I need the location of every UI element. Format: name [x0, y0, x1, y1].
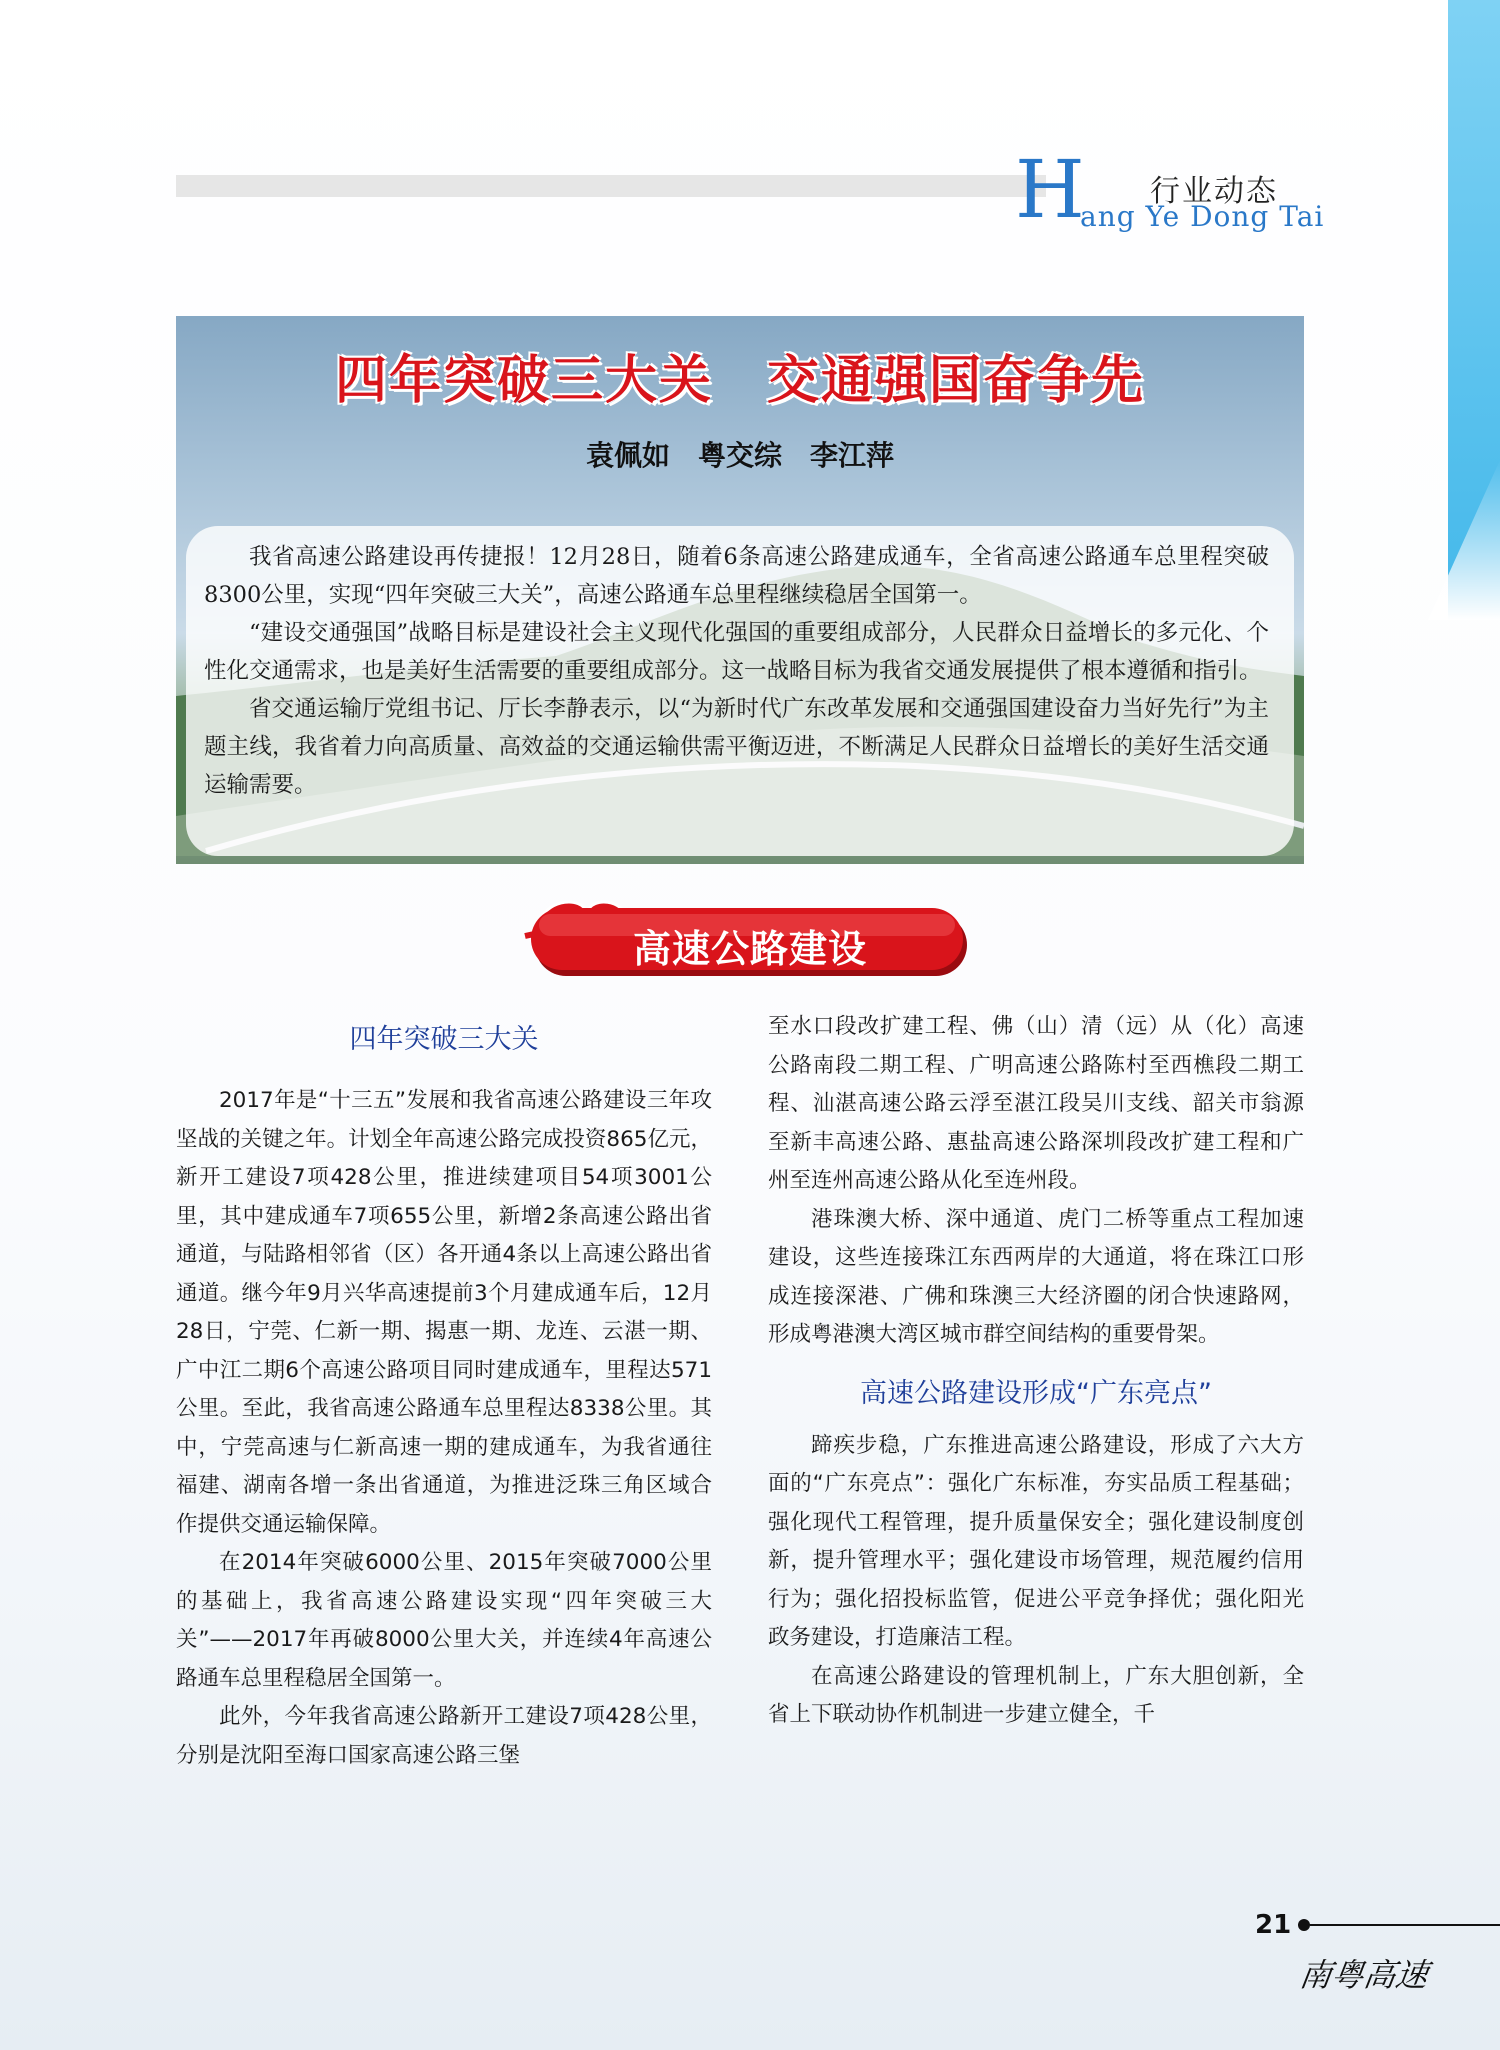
article-authors: 袁佩如 粤交综 李江萍 [585, 439, 894, 472]
article-title: 四年突破三大关 交通强国奋争先 [334, 351, 1145, 411]
subheading: 高速公路建设形成“广东亮点” [860, 1377, 1212, 1409]
section-title-cn: 行业动态 [1150, 174, 1278, 209]
left-column [176, 1005, 712, 1775]
lead-panel [186, 526, 1294, 856]
body-paragraph: 蹄疾步稳，广东推进高速公路建设，形成了六大方面的“广东亮点”：强化广东标准，夯实品质工程基础；强化现代工程管理，提升质量保安全；强化建设制度创新，提升管理水平；强化建设市场管理，规范履约信用行为；强化招投标监管，促进公平竞争择优；强化阳光政务建设，打造廉洁工程。 [768, 1432, 1304, 1650]
body-paragraph: 2017年是“十三五”发展和我省高速公路建设三年攻坚战的关键之年。计划全年高速公路完成投资865亿元，新开工建设7项428公里，推进续建项目54项3001公里，其中建成通车7项655公里，新增2条高速公路出省通道，与陆路相邻省（区）各开通4条以上高速公路出省通道。继今年9月兴华高速提前3个月建成通车后，12月28日，宁莞、仁新一期、揭惠一期、龙连、云湛一期、广中江二期6个高速公路项目同时建成通车，里程达571公里。至此，我省高速公路通车总里程达8338公里。其中，宁莞高速与仁新高速一期的建成通车，为我省通往福建、湖南各增一条出省通道，为推进泛珠三角区域合作提供交通运输保障。 [176, 1088, 712, 1537]
right-column [768, 1008, 1304, 1735]
body-paragraph: 此外，今年我省高速公路新开工建设7项428公里，分别是沈阳至海口国家高速公路三堡 [176, 1704, 712, 1768]
body-paragraph: 港珠澳大桥、深中通道、虎门二桥等重点工程加速建设，这些连接珠江东西两岸的大通道，将在珠江口形成连接深港、广佛和珠澳三大经济圈的闭合快速路网，形成粤港澳大湾区城市群空间结构的重要骨架。 [768, 1206, 1304, 1347]
body-paragraph: 在2014年突破6000公里、2015年突破7000公里的基础上，我省高速公路建设实现“四年突破三大关”——2017年再破8000公里大关，并连续4年高速公路通车总里程稳居全国第一。 [176, 1550, 712, 1691]
page-number-dot [1298, 1919, 1310, 1931]
lead-paragraph: 我省高速公路建设再传捷报！12月28日，随着6条高速公路建成通车，全省高速公路通车总里程突破8300公里，实现“四年突破三大关”，高速公路通车总里程继续稳居全国第一。 [204, 544, 1269, 608]
lead-paragraph: “建设交通强国”战略目标是建设社会主义现代化强国的重要组成部分，人民群众日益增长的多元化、个性化交通需求，也是美好生活需要的重要组成部分。这一战略目标为我省交通发展提供了根本遵循和指引。 [204, 620, 1269, 684]
body-paragraph: 在高速公路建设的管理机制上，广东大胆创新，全省上下联动协作机制进一步建立健全，千 [768, 1663, 1304, 1727]
section-initial: H [1015, 143, 1085, 236]
header-rule [176, 175, 1046, 197]
subheading: 四年突破三大关 [349, 1024, 539, 1055]
lead-paragraph: 省交通运输厅党组书记、厅长李静表示，以“为新时代广东改革发展和交通强国建设奋力当好先行”为主题主线，我省着力向高质量、高效益的交通运输供需平衡迈进，不断满足人民群众日益增长的美好生活交通运输需要。 [204, 696, 1269, 798]
body-paragraph-continued: 至水口段改扩建工程、佛（山）清（远）从（化）高速公路南段二期工程、广明高速公路陈村至西樵段二期工程、汕湛高速公路云浮至湛江段吴川支线、韶关市翁源至新丰高速公路、惠盐高速公路深圳段改扩建工程和广州至连州高速公路从化至连州段。 [768, 1014, 1304, 1193]
magazine-logo: 南粤高速 [1297, 1956, 1431, 1994]
lead-text [204, 538, 1269, 804]
section-title-pinyin: ang Ye Dong Tai [1080, 200, 1325, 233]
page-number-rule [1310, 1924, 1500, 1926]
section-heading: 高速公路建设 [632, 927, 867, 971]
article-banner [176, 316, 1304, 864]
page-number: 21 [1255, 1910, 1292, 1940]
side-accent-bar [1448, 0, 1500, 620]
